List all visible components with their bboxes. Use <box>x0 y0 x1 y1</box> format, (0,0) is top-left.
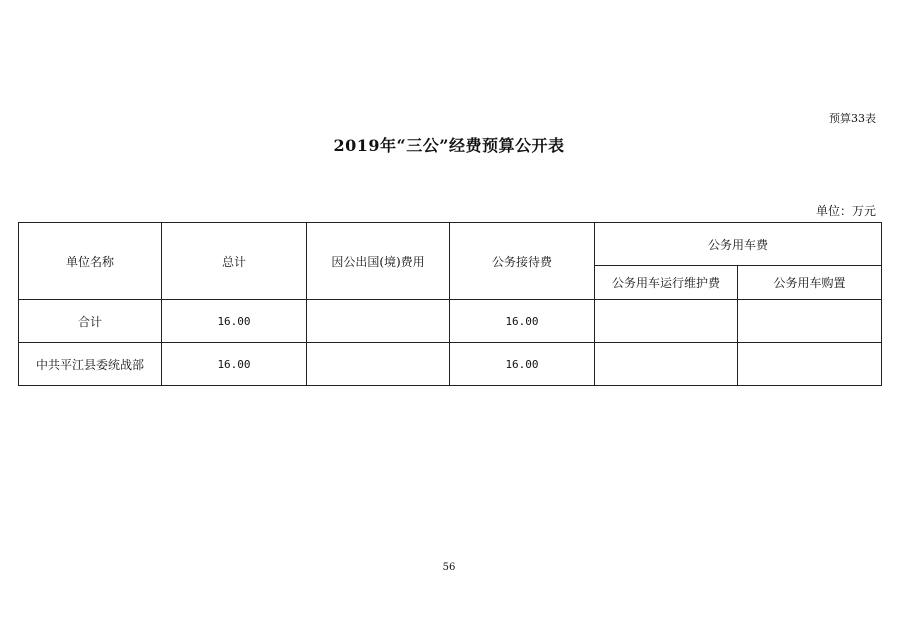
header-vehicle-expense: 公务用车费 <box>595 223 882 266</box>
table-number: 预算33表 <box>829 112 876 125</box>
unit-label: 单位：万元 <box>815 204 876 218</box>
table-row <box>19 300 882 343</box>
page-title: 2019年“三公”经费预算公开表 <box>333 136 565 155</box>
header-unit-name: 单位名称 <box>19 223 162 300</box>
cell-vehicle-purchase <box>738 300 882 343</box>
cell-reception: 16.00 <box>450 343 595 386</box>
header-row-1 <box>19 223 882 266</box>
cell-total: 16.00 <box>162 300 307 343</box>
header-reception-expense: 公务接待费 <box>450 223 595 300</box>
cell-abroad <box>307 300 450 343</box>
page-number: 56 <box>442 562 456 573</box>
cell-abroad <box>307 343 450 386</box>
header-abroad-expense: 因公出国(境)费用 <box>307 223 450 300</box>
header-total: 总计 <box>162 223 307 300</box>
header-vehicle-maintenance: 公务用车运行维护费 <box>595 266 738 300</box>
cell-unit-name: 合计 <box>19 300 162 343</box>
table-row <box>19 343 882 386</box>
header-vehicle-purchase: 公务用车购置 <box>738 266 882 300</box>
budget-table <box>18 222 882 386</box>
cell-unit-name: 中共平江县委统战部 <box>19 343 162 386</box>
cell-vehicle-purchase <box>738 343 882 386</box>
cell-vehicle-maintenance <box>595 343 738 386</box>
cell-total: 16.00 <box>162 343 307 386</box>
cell-vehicle-maintenance <box>595 300 738 343</box>
cell-reception: 16.00 <box>450 300 595 343</box>
